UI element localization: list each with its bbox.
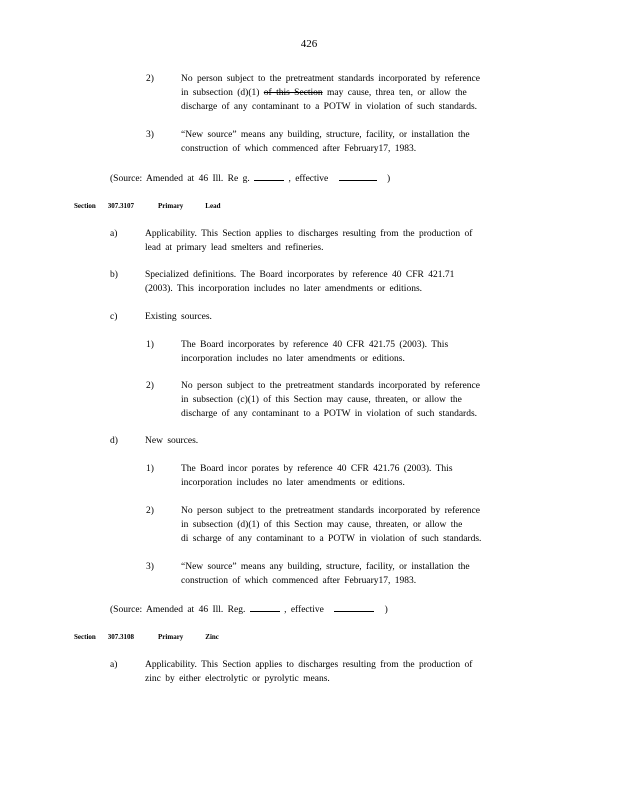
item-label: 1) (146, 464, 154, 474)
source-middle: , effective (288, 174, 329, 184)
text-line: Specialized definitions. The Board incorporates by reference 40 CFR 421.71 (145, 270, 455, 280)
section-title-metal: Lead (205, 202, 221, 210)
c-item-2-text (181, 379, 480, 421)
source-note (110, 171, 390, 186)
section-number: 307.3107 (107, 202, 135, 210)
text-line: zinc by either electrolytic or pyrolytic means. (145, 674, 330, 684)
text-line: “New source” means any building, structure, facility, or installation the (181, 562, 470, 572)
item-label: d) (110, 436, 118, 446)
subsection-d-text (145, 434, 198, 448)
source-suffix: ) (387, 174, 391, 184)
effective-date-blank (339, 171, 377, 181)
text-line: in subsection (c)(1) of this Section may cause, threaten, or allow the (181, 395, 462, 405)
page-number: 426 (300, 38, 318, 50)
text-line: Applicability. This Section applies to discharges resulting from the production of (145, 229, 473, 239)
effective-date-blank (334, 602, 374, 612)
text-line: construction of which commenced after February17, 1983. (181, 144, 417, 154)
section-title-primary: Primary (158, 633, 184, 641)
text-line: construction of which commenced after February17, 1983. (181, 576, 417, 586)
c-item-1-text (181, 338, 448, 366)
zinc-subsection-a-text (145, 658, 472, 686)
subsection-c-text (145, 310, 212, 324)
text-line: discharge of any contaminant to a POTW in violation of such standards. (181, 102, 478, 112)
text-line: lead at primary lead smelters and refineries. (145, 243, 324, 253)
item-label: a) (110, 660, 118, 670)
item-label: c) (110, 312, 118, 322)
section-title-metal: Zinc (205, 633, 219, 641)
text-line: Applicability. This Section applies to discharges resulting from the production of (145, 660, 473, 670)
item-label: 3) (146, 562, 154, 572)
text-line: (2003). This incorporation includes no later amendments or editions. (145, 284, 423, 294)
text-line: Existing sources. (145, 312, 212, 322)
d-item-1-text (181, 462, 453, 490)
text-segment: may cause, threa ten, or allow the (327, 88, 467, 98)
section-word: Section (74, 202, 96, 210)
stricken-text: of this Section (263, 88, 323, 98)
text-line: “New source” means any building, structure, facility, or installation the (181, 130, 470, 140)
text-line: discharge of any contaminant to a POTW in violation of such standards. (181, 409, 478, 419)
item-label: a) (110, 229, 118, 239)
text-line: incorporation includes no later amendments or editions. (181, 478, 405, 488)
source-note (110, 602, 388, 617)
text-line: No person subject to the pretreatment standards incorporated by reference (181, 74, 480, 84)
item-label: 1) (146, 340, 154, 350)
text-line: The Board incor porates by reference 40 CFR 421.76 (2003). This (181, 464, 453, 474)
section-heading (74, 201, 220, 211)
text-line: No person subject to the pretreatment standards incorporated by reference (181, 381, 480, 391)
source-prefix: (Source: Amended at 46 Ill. Reg. (110, 605, 246, 615)
subsection-a-text (145, 227, 472, 255)
top-item-3-text (181, 128, 470, 156)
register-blank (250, 602, 280, 612)
text-line: in subsection (d)(1) of this Section may cause, threaten, or allow the (181, 520, 463, 530)
text-line: di scharge of any contaminant to a POTW in violation of such standards. (181, 534, 482, 544)
register-blank (254, 171, 284, 181)
subsection-b-text (145, 268, 454, 296)
source-middle: , effective (284, 605, 324, 615)
source-suffix: ) (384, 605, 388, 615)
section-word: Section (74, 633, 96, 641)
section-title-primary: Primary (158, 202, 184, 210)
d-item-3-text (181, 560, 470, 588)
text-segment: in subsection (d)(1) (181, 88, 260, 98)
section-number: 307.3108 (107, 633, 135, 641)
text-line: The Board incorporates by reference 40 CFR 421.75 (2003). This (181, 340, 449, 350)
d-item-2-text (181, 504, 481, 546)
section-heading (74, 632, 219, 642)
item-label: 2) (146, 381, 154, 391)
text-line: incorporation includes no later amendments or editions. (181, 354, 405, 364)
text-line (181, 86, 480, 100)
item-label: 3) (146, 130, 154, 140)
text-line: New sources. (145, 436, 199, 446)
item-label: 2) (146, 74, 154, 84)
top-item-2-text (181, 72, 480, 114)
item-label: 2) (146, 506, 154, 516)
item-label: b) (110, 270, 118, 280)
source-prefix: (Source: Amended at 46 Ill. Re g. (110, 174, 250, 184)
text-line: No person subject to the pretreatment standards incorporated by reference (181, 506, 480, 516)
